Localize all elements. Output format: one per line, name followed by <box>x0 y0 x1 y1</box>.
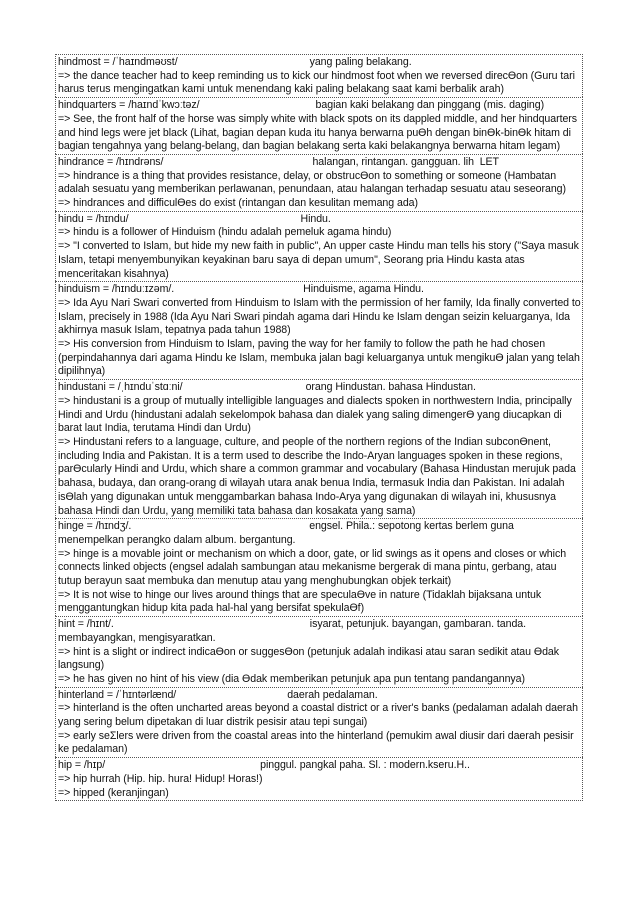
gloss: pinggul. pangkal paha. Sl. : modern.kseru.H.. <box>260 759 470 772</box>
headword: hinduism = /hɪnduːɪzəm/. <box>58 283 175 296</box>
gloss: daerah pedalaman. <box>287 688 378 701</box>
example-line: => hindrance is a thing that provides resistance, delay, or obstrucƟon to something or someone (Hambatan adalah sesuatu yang memberikan perlawanan, penundaan, atau halangan terhadap sesuatu atau seseorang) <box>58 169 566 196</box>
entry-hindu <box>55 211 583 282</box>
entry-hinterland <box>55 687 583 758</box>
entry-hindquarters <box>55 97 583 154</box>
headword: hindu = /hɪndu/ <box>58 212 129 225</box>
example-line: => See, the front half of the horse was simply white with black spots on its dappled middle, and her hindquarters and hind legs were jet black (Lihat, bagian depan kuda itu hanya berwarna puƟh dengan binƟk-binƟk hitam di bagian tengahnya yang belang-belang, dan bagian belakang serta kaki belakangnya berwarna hitam legam) <box>58 112 578 153</box>
example-line: => hindustani is a group of mutually intelligible languages and dialects spoken in northwestern India, principally Hindi and Urdu (hindustani adalah sekelompok bahasa dan dialek yang saling dimengerƟ yang diucapkan di barat laut India, terutama Hindi dan Urdu) <box>58 394 572 435</box>
headword: hindmost = /ˈhaɪndməʊst/ <box>58 56 178 68</box>
example-line: => hinge is a movable joint or mechanism on which a door, gate, or lid swings as it opens and closes or which connects linked objects (engsel adalah sambungan atau mekanisme bergerak di mana pintu, gerbang, atau tutup berayun saat membuka dan menutup atau yang menghubungkan objek terkait) <box>58 547 567 588</box>
example-line: => the dance teacher had to keep reminding us to kick our hindmost foot when we reversed direcƟon (Guru tari harus terus mengingatkan kami untuk menendang kaki paling belakang saat kami berbalik arah) <box>58 69 575 96</box>
example-line: => hindrances and difficulƟes do exist (rintangan dan kesulitan memang ada) <box>58 197 418 210</box>
example-line: => hip hurrah (Hip. hip. hura! Hidup! Horas!) <box>58 772 263 785</box>
example-line: => hinterland is the often uncharted areas beyond a coastal district or a river's banks (pedalaman adalah daerah yang sering belum dipetakan di luar distrik pesisir atau tepi sungai) <box>58 702 578 729</box>
example-line: => hindu is a follower of Hinduism (hindu adalah pemeluk agama hindu) <box>58 226 392 239</box>
gloss: orang Hindustan. bahasa Hindustan. <box>305 381 476 394</box>
entry-hindustani <box>55 379 583 518</box>
example-line: => Ida Ayu Nari Swari converted from Hinduism to Islam with the permission of her family, Ida finally converted to Islam, precisely in 1988 (Ida Ayu Nari Swari pindah agama dari Hindu ke Islam dengan seizin keluarganya, Ida akhirnya masuk Islam, tepatnya pada tahun 1988) <box>58 296 581 337</box>
dictionary-page <box>55 54 583 801</box>
example-line: => Hindustani refers to a language, culture, and people of the northern regions of the Indian subconƟnent, including India and Pakistan. It is a term used to describe the Indo-Aryan languages spoken in these regions, parƟcularly Hindi and Urdu, which share a common grammar and vocabulary (Bahasa Hindustan merujuk pada bahasa, budaya, dan orang-orang di wilayah utara anak benua India, termasuk India dan Pakistan. Ini adalah isƟlah yang digunakan untuk menggambarkan bahasa Indo-Arya yang digunakan di wilayah ini, khususnya bahasa Hindi dan Urdu, yang memiliki tata bahasa dan kosakata yang sama) <box>58 435 576 517</box>
headword: hip = /hɪp/ <box>58 759 106 772</box>
headword: hinterland = /ˈhɪntərlænd/ <box>58 688 177 701</box>
example-line: => he has given no hint of his view (dia Ɵdak memberikan petunjuk apa pun tentang pandangannya) <box>58 672 525 685</box>
example-line: => hipped (keranjingan) <box>58 786 169 799</box>
example-line: => hint is a slight or indirect indicaƟon or suggesƟon (petunjuk adalah indikasi atau saran sedikit atau Ɵdak langsung) <box>58 645 559 672</box>
gloss: Hindu. <box>300 212 331 225</box>
example-line: => His conversion from Hinduism to Islam, paving the way for her family to follow the path he had chosen (perpindahannya dari agama Hindu ke Islam, membuka jalan bagi keluarganya untuk mengikuƟ jalan yang telah dipilihnya) <box>58 338 580 378</box>
entry-hinge <box>55 518 583 616</box>
headword: hint = /hɪnt/. <box>58 618 114 631</box>
example-line: => It is not wise to hinge our lives around things that are speculaƟve in nature (Tidaklah bijaksana untuk menggantungkan hidup kita pada hal-hal yang bersifat spekulaƟf) <box>58 588 542 615</box>
gloss: isyarat, petunjuk. bayangan, gambaran. tanda. membayangkan, mengisyaratkan. <box>58 618 529 644</box>
example-line: => early seƩlers were driven from the coastal areas into the hinterland (pemukim awal diusir dari daerah pesisir ke pedalaman) <box>58 729 574 756</box>
gloss: halangan, rintangan. gangguan. lih LET <box>312 155 499 168</box>
gloss: engsel. Phila.: sepotong kertas berlem guna menempelkan perangko dalam album. bergantung. <box>58 520 517 546</box>
entry-hindmost <box>55 54 583 97</box>
headword: hinge = /hɪndʒ/. <box>58 520 132 533</box>
headword: hindustani = /ˌhɪnduˈstɑːni/ <box>58 381 183 394</box>
gloss: yang paling belakang. <box>309 56 412 68</box>
headword: hindquarters = /haɪndˈkwɔːtəz/ <box>58 99 200 112</box>
headword: hindrance = /hɪndrəns/ <box>58 155 164 168</box>
gloss: Hinduisme, agama Hindu. <box>303 283 424 296</box>
entry-hip <box>55 757 583 801</box>
gloss: bagian kaki belakang dan pinggang (mis. daging) <box>315 99 545 112</box>
entry-hinduism <box>55 281 583 379</box>
entry-hindrance <box>55 154 583 211</box>
entry-hint <box>55 616 583 687</box>
example-line: => "I converted to Islam, but hide my new faith in public", An upper caste Hindu man tells his story ("Saya masuk Islam, tetapi menyembunyikan keyakinan baru saya di depan umum", Seorang pria Hindu kasta atas menceritakan kisahnya) <box>58 240 579 280</box>
